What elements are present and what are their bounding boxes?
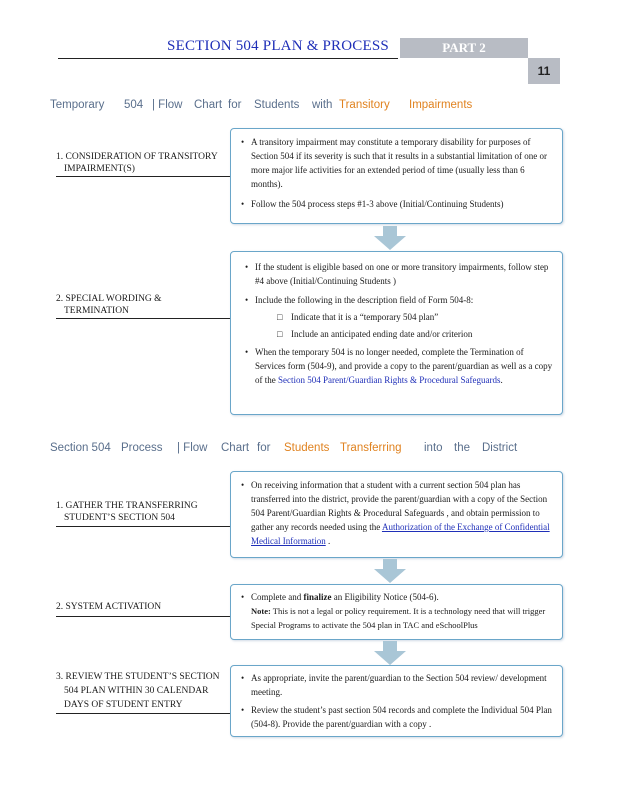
bullet-item: • A transitory impairment may constitute a temporary disability for purposes of Section 504 if its severity is such that it results in a substantial limitation of one or more major life activities for an extended period of time (usually less than 6 months). <box>237 135 554 191</box>
flow-arrow-icon <box>374 641 406 665</box>
heading-word: the <box>454 442 470 454</box>
page-number: 11 <box>528 58 560 84</box>
step-detail-box <box>230 251 563 415</box>
step-rule <box>56 616 231 617</box>
heading-word: with <box>312 99 333 111</box>
sub-bullet-item: □ Indicate that it is a “temporary 504 plan” <box>241 310 554 324</box>
transitory-flow-heading <box>50 99 472 111</box>
bullet-item: • As appropriate, invite the parent/guardian to the Section 504 review/ development meeting. <box>237 671 554 699</box>
heading-highlight: Students <box>284 442 330 454</box>
authorization-link[interactable]: Authorization of the Exchange of Confidential Medical Information <box>251 522 550 546</box>
heading-word: for <box>228 99 242 111</box>
bullet-item: • When the temporary 504 is no longer needed, complete the Termination of Services form (504-9), and provide a copy to the parent/guardian as well as a copy of the Section 504 Parent/Guardian Rights & Procedural Safeguards. <box>241 345 554 387</box>
bullet-item: • Complete and finalize an Eligibility Notice (504-6). <box>237 590 554 604</box>
note-text: Note: This is not a legal or policy requirement. It is a technology need that will trigger Special Programs to activate the 504 plan in TAC and eSchoolPlus <box>251 606 546 630</box>
flow-arrow-icon <box>374 226 406 250</box>
step-label: 2. SYSTEM ACTIVATION <box>56 602 162 612</box>
bullet-item: • Include the following in the description field of Form 504-8: <box>241 293 554 307</box>
step-label: 1. GATHER THE TRANSFERRING STUDENT’S SECTION 504 <box>56 501 198 523</box>
heading-word: | Flow <box>177 442 208 454</box>
heading-highlight: Impairments <box>409 99 473 111</box>
heading-word: Chart <box>194 99 223 111</box>
heading-highlight: Transitory <box>339 99 390 111</box>
step-label: 2. SPECIAL WORDING & TERMINATION <box>56 294 162 316</box>
step-rule <box>56 318 231 319</box>
heading-highlight: Transferring <box>340 442 402 454</box>
bullet-item: • On receiving information that a student with a current section 504 plan has transferred into the district, provide the parent/guardian with a copy of the Section 504 Parent/Guardian Rights & Procedural Safeguards , and obtain permission to gather any records needed using the Authorization of the Exchange of Confidential Medical Information . <box>237 478 554 548</box>
step-rule <box>56 526 231 527</box>
heading-word: Chart <box>221 442 250 454</box>
bullet-item: • If the student is eligible based on one or more transitory impairments, follow step #4 above (Initial/Continuing Students ) <box>241 260 554 288</box>
step-detail-box <box>230 128 563 224</box>
step-label: 3. REVIEW THE STUDENT’S SECTION 504 PLAN WITHIN 30 CALENDAR DAYS OF STUDENT ENTRY <box>56 672 220 710</box>
heading-word: into <box>424 442 443 454</box>
title-underline <box>58 58 398 59</box>
safeguards-link[interactable]: Section 504 Parent/Guardian Rights & Procedural Safeguards <box>278 375 501 385</box>
bullet-item: • Follow the 504 process steps #1-3 above (Initial/Continuing Students) <box>237 197 554 211</box>
step-detail-box <box>230 665 563 737</box>
step-rule <box>56 176 231 177</box>
step-rule <box>56 713 231 714</box>
transferring-flow-heading <box>50 442 517 454</box>
heading-word: Section 504 <box>50 442 111 454</box>
bullet-item: • Review the student’s past section 504 records and complete the Individual 504 Plan (504-8). Provide the parent/guardian with a copy . <box>237 703 554 731</box>
heading-word: District <box>482 442 518 454</box>
step-detail-box <box>230 471 563 558</box>
step-label: 1. CONSIDERATION OF TRANSITORY IMPAIRMENT(S) <box>56 152 218 174</box>
heading-word: Temporary <box>50 99 105 111</box>
heading-word: 504 <box>124 99 144 111</box>
sub-bullet-item: □ Include an anticipated ending date and/or criterion <box>241 327 554 341</box>
step-detail-box <box>230 584 563 640</box>
flow-arrow-icon <box>374 559 406 583</box>
heading-word: | Flow <box>152 99 183 111</box>
page-title: SECTION 504 PLAN & PROCESS <box>167 38 389 54</box>
part-tab: PART 2 <box>400 38 528 58</box>
heading-word: Students <box>254 99 300 111</box>
heading-word: Process <box>121 442 163 454</box>
heading-word: for <box>257 442 271 454</box>
